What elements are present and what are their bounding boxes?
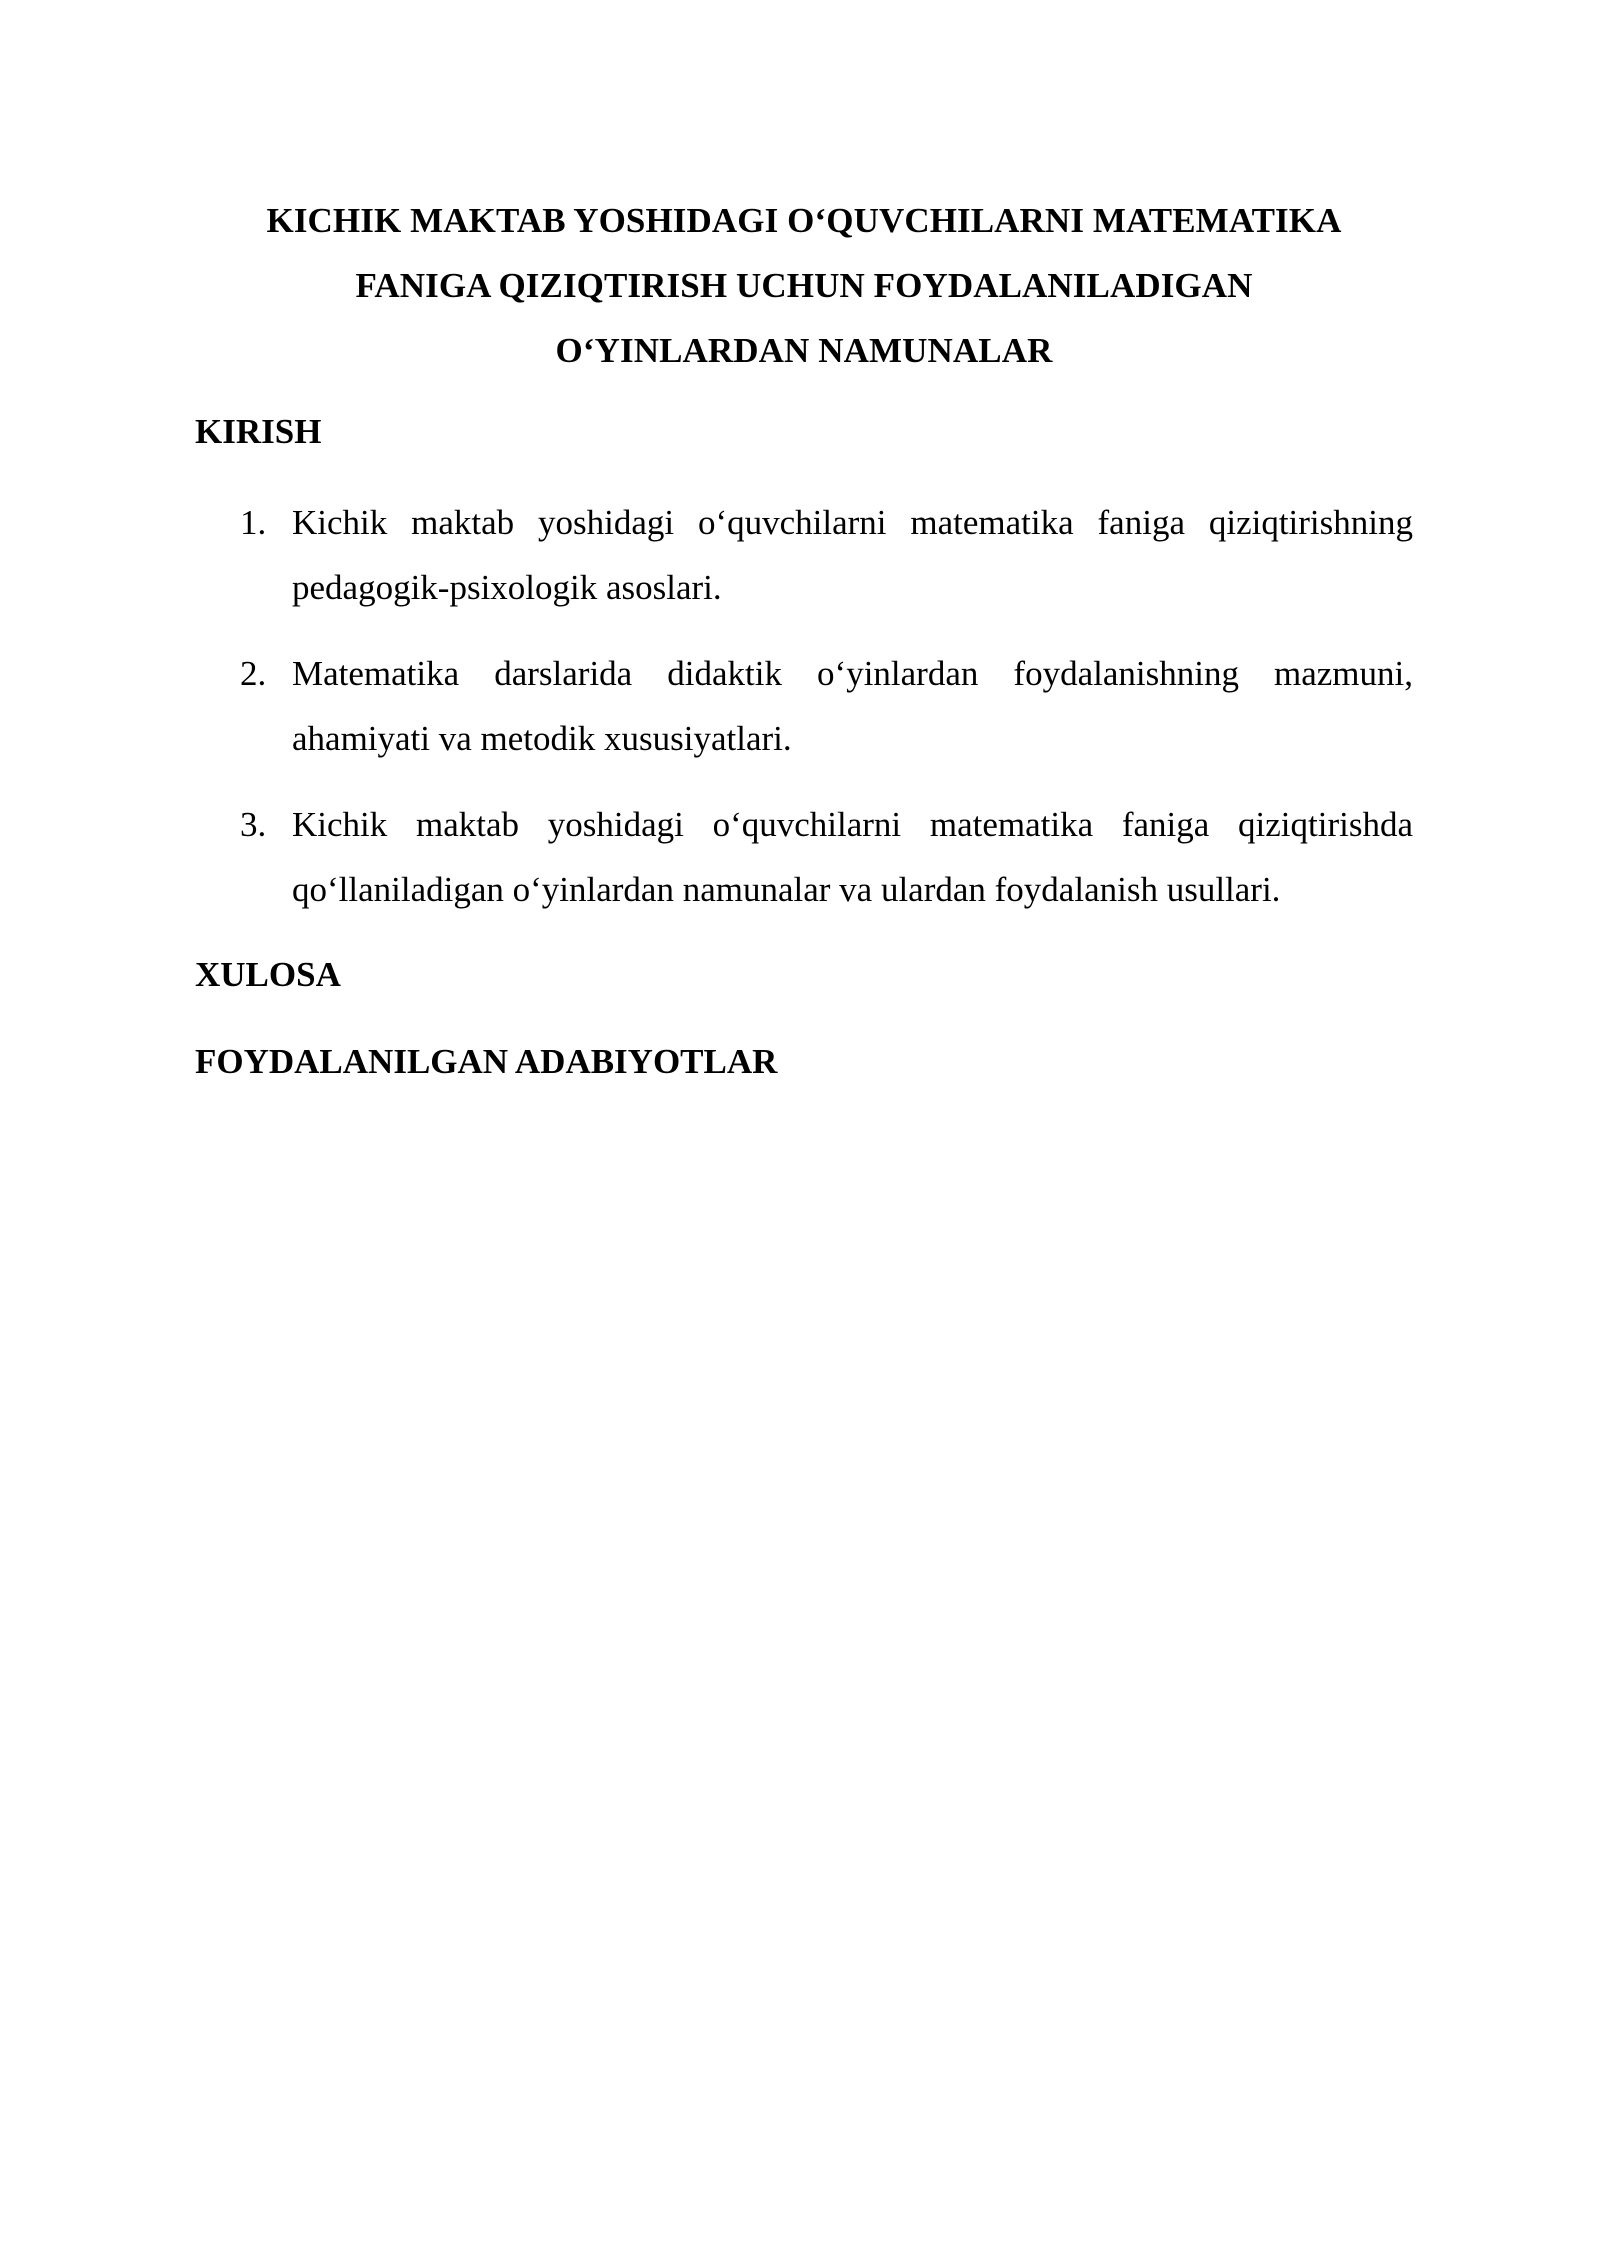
list-item-text: Matematika darslarida didaktik o‘yinlardan foydalanishning mazmuni, ahamiyati va metodik xususiyatlari. [292, 654, 1413, 758]
list-item [195, 792, 1413, 922]
document-title [195, 188, 1413, 383]
list-item-text: Kichik maktab yoshidagi o‘quvchilarni matematika faniga qiziqtirishda qo‘llaniladigan o‘yinlardan namunalar va ulardan foydalanish usullari. [292, 805, 1413, 909]
list-item [195, 490, 1413, 620]
list-item-text: Kichik maktab yoshidagi o‘quvchilarni matematika faniga qiziqtirishning pedagogik-psixologik asoslari. [292, 503, 1413, 607]
intro-heading: KIRISH [195, 412, 322, 451]
contents-list [195, 490, 1413, 943]
conclusion-heading: XULOSA [195, 955, 341, 994]
references-heading: FOYDALANILGAN ADABIYOTLAR [195, 1042, 778, 1081]
title-line-2: FANIGA QIZIQTIRISH UCHUN FOYDALANILADIGAN [355, 266, 1253, 305]
list-item-number: 1. [240, 503, 267, 542]
list-item [195, 641, 1413, 771]
title-line-1: KICHIK MAKTAB YOSHIDAGI O‘QUVCHILARNI MATEMATIKA [266, 201, 1342, 240]
list-item-number: 3. [240, 805, 267, 844]
list-item-number: 2. [240, 654, 267, 693]
title-line-3: O‘YINLARDAN NAMUNALAR [555, 331, 1053, 370]
